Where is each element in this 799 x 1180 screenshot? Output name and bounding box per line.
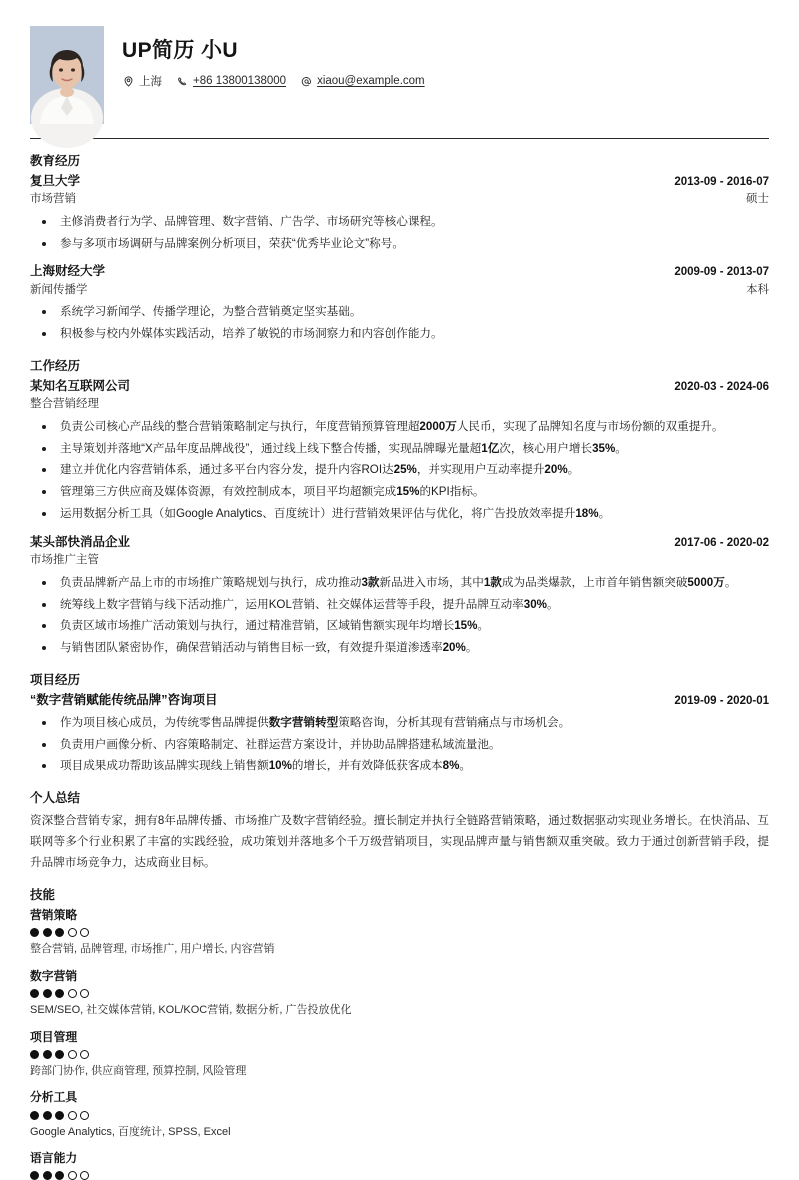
skill-group	[30, 967, 769, 1019]
work-entry	[30, 377, 769, 524]
skill-dot-filled	[55, 1171, 64, 1180]
education-major: 市场营销	[30, 193, 76, 205]
work-company: 某知名互联网公司	[30, 378, 131, 393]
skill-dot-filled	[43, 989, 52, 998]
contact-email[interactable]	[300, 75, 425, 87]
bullet-item: 负责区域市场推广活动策划与执行，通过精准营销，区域销售额实现年均增长15%。	[30, 617, 769, 636]
skill-dot-filled	[30, 1050, 39, 1059]
skill-level-dots	[30, 1171, 769, 1180]
email-at-icon	[300, 75, 312, 87]
project-entry	[30, 691, 769, 777]
education-entry	[30, 262, 769, 344]
skill-items: 整合营销, 品牌管理, 市场推广, 用户增长, 内容营销	[30, 943, 275, 956]
skill-name: 语言能力	[30, 1151, 78, 1166]
section-title-work: 工作经历	[30, 359, 81, 373]
work-bullets	[30, 574, 769, 658]
project-name: “数字营销赋能传统品牌”咨询项目	[30, 692, 218, 707]
section-skills	[30, 886, 769, 1180]
bullet-item: 系统学习新闻学、传播学理论，为整合营销奠定坚实基础。	[30, 303, 769, 322]
education-degree: 硕士	[746, 193, 769, 205]
section-summary	[30, 789, 769, 873]
skill-dot-filled	[55, 928, 64, 937]
skill-dot-empty	[68, 928, 77, 937]
work-company: 某头部快消品企业	[30, 534, 131, 549]
section-education	[30, 152, 769, 344]
bullet-item: 负责品牌新产品上市的市场推广策略规划与执行，成功推动3款新品进入市场，其中1款成为品类爆款，上市首年销售额突破5000万。	[30, 574, 769, 593]
bullet-item: 项目成果成功帮助该品牌实现线上销售额10%的增长，并有效降低获客成本8%。	[30, 757, 769, 776]
project-bullets	[30, 714, 769, 776]
work-entry	[30, 533, 769, 658]
skill-dot-empty	[80, 1111, 89, 1120]
contact-location	[122, 73, 162, 89]
skill-level-dots	[30, 928, 769, 937]
skill-items: SEM/SEO, 社交媒体营销, KOL/KOC营销, 数据分析, 广告投放优化	[30, 1004, 352, 1017]
skill-name: 项目管理	[30, 1029, 78, 1044]
education-degree: 本科	[746, 283, 769, 296]
section-work	[30, 357, 769, 658]
skill-dot-empty	[68, 1111, 77, 1120]
section-title-project: 项目经历	[30, 672, 81, 687]
contact-phone-text[interactable]: +86 13800138000	[193, 75, 287, 88]
skill-level-dots	[30, 989, 769, 998]
bullet-item: 主导策划并落地“X产品年度品牌战役”，通过线上线下整合传播，实现品牌曝光量超1亿次，核心用户增长35%。	[30, 440, 769, 459]
skill-dot-filled	[43, 1171, 52, 1180]
skill-dot-empty	[80, 1171, 89, 1180]
skill-dot-empty	[80, 928, 89, 937]
education-bullets	[30, 213, 769, 254]
skill-dot-empty	[68, 989, 77, 998]
section-title-skills: 技能	[30, 888, 56, 903]
education-dates: 2009-09 - 2013-07	[674, 266, 769, 279]
skill-group	[30, 906, 769, 958]
work-dates: 2017-06 - 2020-02	[674, 536, 769, 549]
skill-dot-filled	[55, 989, 64, 998]
bullet-item: 作为项目核心成员，为传统零售品牌提供数字营销转型策略咨询，分析其现有营销痛点与市场机会。	[30, 714, 769, 733]
bullet-item: 建立并优化内容营销体系，通过多平台内容分发，提升内容ROI达25%，并实现用户互动率提升20%。	[30, 461, 769, 480]
skill-dot-filled	[30, 928, 39, 937]
skill-level-dots	[30, 1111, 769, 1120]
bullet-item: 与销售团队紧密协作，确保营销活动与销售目标一致，有效提升渠道渗透率20%。	[30, 639, 769, 658]
education-dates: 2013-09 - 2016-07	[674, 175, 769, 188]
bullet-item: 积极参与校内外媒体实践活动，培养了敏锐的市场洞察力和内容创作能力。	[30, 325, 769, 344]
summary-text: 资深整合营销专家，拥有8年品牌传播、市场推广及数字营销经验。擅长制定并执行全链路营销策略，通过数据驱动实现业务增长。在快消品、互联网等多个行业积累了丰富的实践经验，成功策划并落地多个千万级营销项目，实现品牌声量与销售额双重突破。致力于通过创新营销手段，提升品牌市场竞争力，达成商业目标。	[30, 814, 769, 870]
skill-group	[30, 1028, 769, 1080]
skill-dot-filled	[55, 1050, 64, 1059]
contact-email-text[interactable]: xiaou@example.com	[317, 75, 425, 88]
skill-name: 营销策略	[30, 908, 78, 923]
phone-icon	[176, 75, 188, 87]
contact-location-text: 上海	[139, 76, 162, 89]
skill-dot-empty	[80, 989, 89, 998]
section-project	[30, 671, 769, 776]
work-role: 整合营销经理	[30, 398, 99, 410]
education-major: 新闻传播学	[30, 283, 88, 296]
skill-dot-filled	[43, 928, 52, 937]
skill-dot-empty	[68, 1171, 77, 1180]
work-bullets	[30, 418, 769, 524]
skill-dot-filled	[43, 1050, 52, 1059]
skill-name: 数字营销	[30, 968, 78, 983]
skill-dot-filled	[43, 1111, 52, 1120]
skill-groups	[30, 906, 769, 1180]
skill-group	[30, 1088, 769, 1140]
contact-phone[interactable]	[176, 75, 286, 87]
section-title-education: 教育经历	[30, 154, 81, 168]
bullet-item: 负责用户画像分析、内容策略制定、社群运营方案设计，并协助品牌搭建私域流量池。	[30, 736, 769, 755]
contact-list	[122, 73, 439, 89]
education-entry	[30, 172, 769, 254]
bullet-item: 主修消费者行为学、品牌管理、数字营销、广告学、市场研究等核心课程。	[30, 213, 769, 232]
skill-dot-empty	[80, 1050, 89, 1059]
skill-dot-empty	[68, 1050, 77, 1059]
skill-dot-filled	[30, 1171, 39, 1180]
resume-header	[30, 26, 769, 138]
header-divider	[30, 138, 769, 139]
skill-dot-filled	[30, 1111, 39, 1120]
education-org: 上海财经大学	[30, 264, 106, 279]
bullet-item: 运用数据分析工具（如Google Analytics、百度统计）进行营销效果评估与优化，将广告投放效率提升18%。	[30, 505, 769, 524]
work-dates: 2020-03 - 2024-06	[674, 380, 769, 393]
skill-group	[30, 1149, 769, 1180]
bullet-item: 管理第三方供应商及媒体资源，有效控制成本，项目平均超额完成15%的KPI指标。	[30, 483, 769, 502]
skill-dot-filled	[55, 1111, 64, 1120]
education-org: 复旦大学	[30, 173, 81, 188]
skill-items: 跨部门协作, 供应商管理, 预算控制, 风险管理	[30, 1064, 247, 1077]
skill-items: Google Analytics, 百度统计, SPSS, Excel	[30, 1125, 231, 1138]
bullet-item: 统筹线上数字营销与线下活动推广，运用KOL营销、社交媒体运营等手段，提升品牌互动率30%。	[30, 596, 769, 615]
page-title: UP简历 小U	[122, 39, 238, 62]
header-text	[122, 26, 439, 89]
location-pin-icon	[122, 75, 134, 87]
skill-dot-filled	[30, 989, 39, 998]
bullet-item: 参与多项市场调研与品牌案例分析项目，荣获“优秀毕业论文”称号。	[30, 235, 769, 254]
project-dates: 2019-09 - 2020-01	[674, 694, 769, 707]
education-bullets	[30, 303, 769, 344]
avatar	[30, 26, 104, 124]
skill-name: 分析工具	[30, 1090, 78, 1105]
section-title-summary: 个人总结	[30, 791, 81, 806]
skill-level-dots	[30, 1050, 769, 1059]
work-role: 市场推广主管	[30, 553, 99, 566]
bullet-item: 负责公司核心产品线的整合营销策略制定与执行，年度营销预算管理超2000万人民币，实现了品牌知名度与市场份额的双重提升。	[30, 418, 769, 437]
